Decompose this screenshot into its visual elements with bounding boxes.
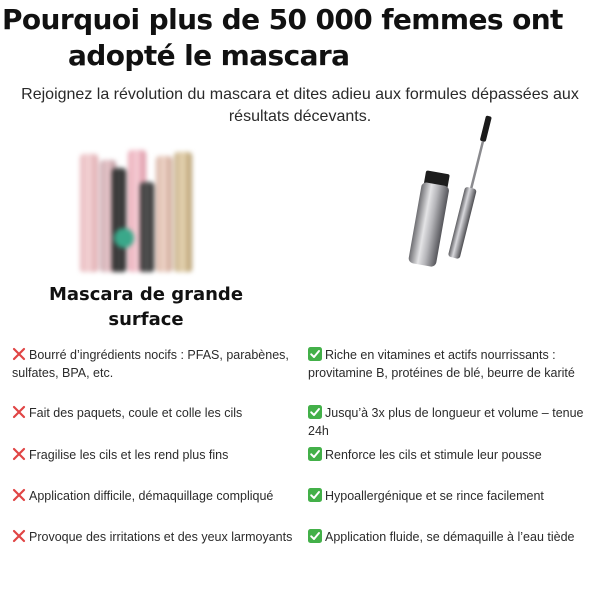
mascara-wand (448, 115, 495, 260)
check-icon (308, 447, 322, 461)
headline-line-2: adopté le mascara (68, 39, 350, 72)
cross-icon (12, 488, 26, 502)
check-icon (308, 488, 322, 502)
cross-icon (12, 405, 26, 419)
headline (0, 2, 600, 74)
con-item-2 (12, 404, 302, 422)
wand-stem (470, 141, 485, 190)
pro-item-5 (308, 528, 590, 546)
con-text: Fait des paquets, coule et colle les cils (29, 406, 243, 420)
check-icon (308, 529, 322, 543)
pro-text: Riche en vitamines et actifs nourrissants : provitamine B, protéines de blé, beurre de karité (308, 348, 575, 380)
headline-line-1: Pourquoi plus de 50 000 femmes ont (2, 3, 563, 36)
subtitle: Rejoignez la révolution du mascara et dites adieu aux formules dépassées aux résultats décevants. (21, 86, 579, 125)
mascara-tube (156, 156, 172, 272)
con-text: Provoque des irritations et des yeux larmoyants (29, 530, 293, 544)
green-packaging-detail (114, 228, 134, 248)
pro-item-4 (308, 487, 590, 505)
con-text: Application difficile, démaquillage compliqué (29, 489, 274, 503)
pro-item-1 (308, 346, 590, 382)
left-product-title: Mascara de grande surface (48, 284, 244, 330)
cross-icon (12, 347, 26, 361)
mascara-tube (80, 154, 98, 272)
con-item-5 (12, 528, 302, 546)
mascara-tube (112, 168, 126, 272)
con-item-3 (12, 446, 302, 464)
con-item-1 (12, 346, 302, 382)
pro-text: Application fluide, se démaquille à l’eau tiède (325, 530, 575, 544)
con-item-4 (12, 487, 302, 505)
mascara-tube (140, 182, 154, 272)
pro-text: Renforce les cils et stimule leur pousse (325, 448, 542, 462)
wand-cap (448, 186, 477, 259)
mascara-tube-body (408, 170, 452, 267)
cross-icon (12, 529, 26, 543)
supermarket-mascara-image (78, 142, 198, 272)
pro-item-2 (308, 404, 590, 440)
con-text: Bourré d’ingrédients nocifs : PFAS, parabènes, sulfates, BPA, etc. (12, 348, 289, 380)
check-icon (308, 347, 322, 361)
mascara-tube (174, 152, 192, 272)
con-text: Fragilise les cils et les rend plus fins (29, 448, 229, 462)
pro-text: Jusqu’à 3x plus de longueur et volume – tenue 24h (308, 406, 584, 438)
check-icon (308, 405, 322, 419)
pro-item-3 (308, 446, 590, 464)
tube-body (408, 182, 450, 268)
cross-icon (12, 447, 26, 461)
pro-text: Hypoallergénique et se rince facilement (325, 489, 544, 503)
mascara-brush (480, 115, 492, 142)
mascara-product-image (392, 108, 512, 278)
